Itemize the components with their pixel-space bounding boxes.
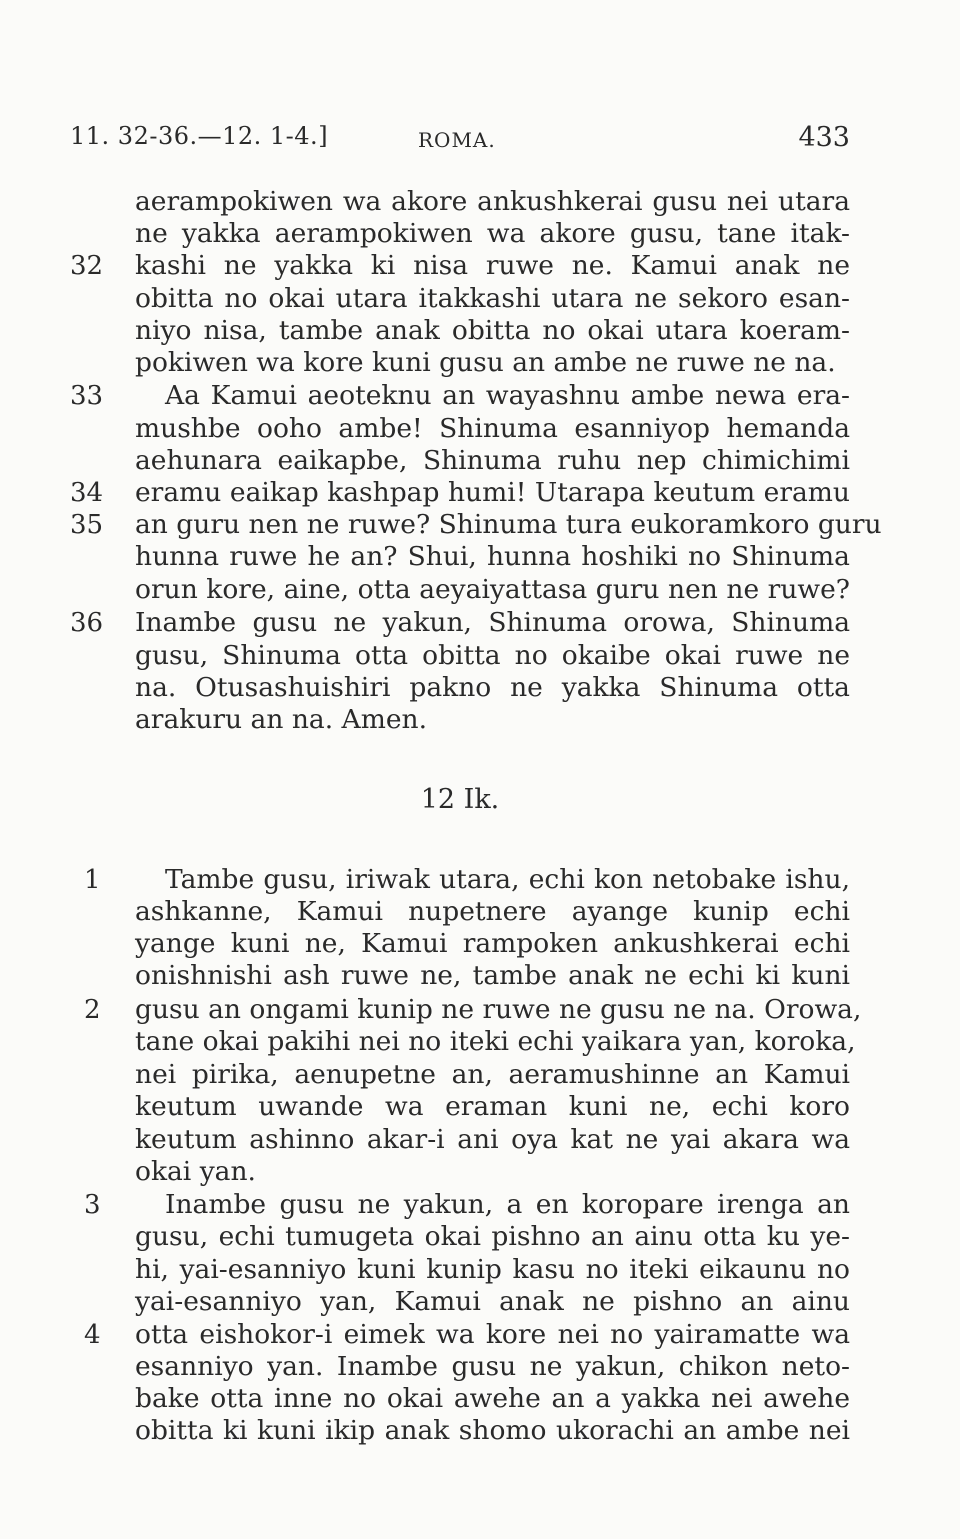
text-line: na. Otusashuishiri pakno ne yakka Shinuma otta (135, 672, 850, 703)
verse-number: 36 (70, 608, 104, 638)
text-line: tane okai pakihi nei no iteki echi yaikara yan, koroka, (135, 1026, 856, 1057)
text-line: Tambe gusu, iriwak utara, echi kon netobake ishu, (165, 864, 850, 895)
text-line: kashi ne yakka ki nisa ruwe ne. Kamui anak ne (135, 250, 850, 281)
text-line: orun kore, aine, otta aeyaiyattasa guru nen ne ruwe? (135, 574, 850, 605)
text-line: Inambe gusu ne yakun, Shinuma orowa, Shinuma (135, 607, 850, 638)
text-line: ashkanne, Kamui nupetnere ayange kunip echi (135, 896, 850, 927)
text-line: yange kuni ne, Kamui rampoken ankushkerai echi (135, 928, 850, 959)
verse-number: 2 (84, 995, 101, 1025)
text-line: an guru nen ne ruwe? Shinuma tura eukoramkoro guru (135, 509, 882, 540)
text-line: aerampokiwen wa akore ankushkerai gusu nei utara (135, 186, 850, 217)
verse-number: 34 (70, 478, 104, 508)
chapter-heading: 12 Ik. (420, 784, 500, 815)
text-line: pokiwen wa kore kuni gusu an ambe ne ruwe ne na. (135, 347, 836, 378)
text-line: keutum uwande wa eraman kuni ne, echi koro (135, 1091, 850, 1122)
text-line: nei pirika, aenupetne an, aeramushinne an Kamui (135, 1059, 850, 1090)
text-line: ne yakka aerampokiwen wa akore gusu, tane itak- (135, 218, 850, 249)
text-line: Inambe gusu ne yakun, a en koropare irenga an (165, 1189, 850, 1220)
verse-number: 3 (84, 1190, 101, 1220)
text-line: keutum ashinno akar-i ani oya kat ne yai akara wa (135, 1124, 850, 1155)
text-line: bake otta inne no okai awehe an a yakka nei awehe (135, 1383, 850, 1414)
verse-number: 1 (84, 865, 101, 895)
text-line: obitta ki kuni ikip anak shomo ukorachi an ambe nei (135, 1415, 850, 1446)
text-line: okai yan. (135, 1156, 256, 1187)
text-line: esanniyo yan. Inambe gusu ne yakun, chikon neto- (135, 1351, 850, 1382)
text-line: eramu eaikap kashpap humi! Utarapa keutum eramu (135, 477, 850, 508)
book-title: ROMA. (418, 128, 496, 152)
text-line: Aa Kamui aeoteknu an wayashnu ambe newa era- (165, 380, 850, 411)
text-line: gusu an ongami kunip ne ruwe ne gusu ne na. Orowa, (135, 994, 862, 1025)
text-line: otta eishokor-i eimek wa kore nei no yairamatte wa (135, 1319, 850, 1350)
verse-number: 4 (84, 1320, 101, 1350)
text-line: mushbe ooho ambe! Shinuma esanniyop hemanda (135, 413, 850, 444)
text-line: niyo nisa, tambe anak obitta no okai utara koeram- (135, 315, 850, 346)
text-line: yai-esanniyo yan, Kamui anak ne pishno an ainu (135, 1286, 850, 1317)
text-line: hunna ruwe he an? Shui, hunna hoshiki no Shinuma (135, 541, 850, 572)
chapter-verse-range: 11. 32-36.—12. 1-4.] (70, 122, 329, 150)
text-line: gusu, Shinuma otta obitta no okaibe okai ruwe ne (135, 640, 850, 671)
verse-number: 33 (70, 381, 104, 411)
text-line: obitta no okai utara itakkashi utara ne sekoro esan- (135, 283, 850, 314)
text-line: arakuru an na. Amen. (135, 704, 427, 735)
text-line: onishnishi ash ruwe ne, tambe anak ne echi ki kuni (135, 960, 850, 991)
running-header (70, 118, 850, 158)
text-line: gusu, echi tumugeta okai pishno an ainu otta ku ye- (135, 1221, 850, 1252)
page-number: 433 (798, 122, 850, 153)
verse-number: 35 (70, 510, 104, 540)
text-line: aehunara eaikapbe, Shinuma ruhu nep chimichimi (135, 445, 850, 476)
text-line: hi, yai-esanniyo kuni kunip kasu no iteki eikaunu no (135, 1254, 850, 1285)
verse-number: 32 (70, 251, 104, 281)
